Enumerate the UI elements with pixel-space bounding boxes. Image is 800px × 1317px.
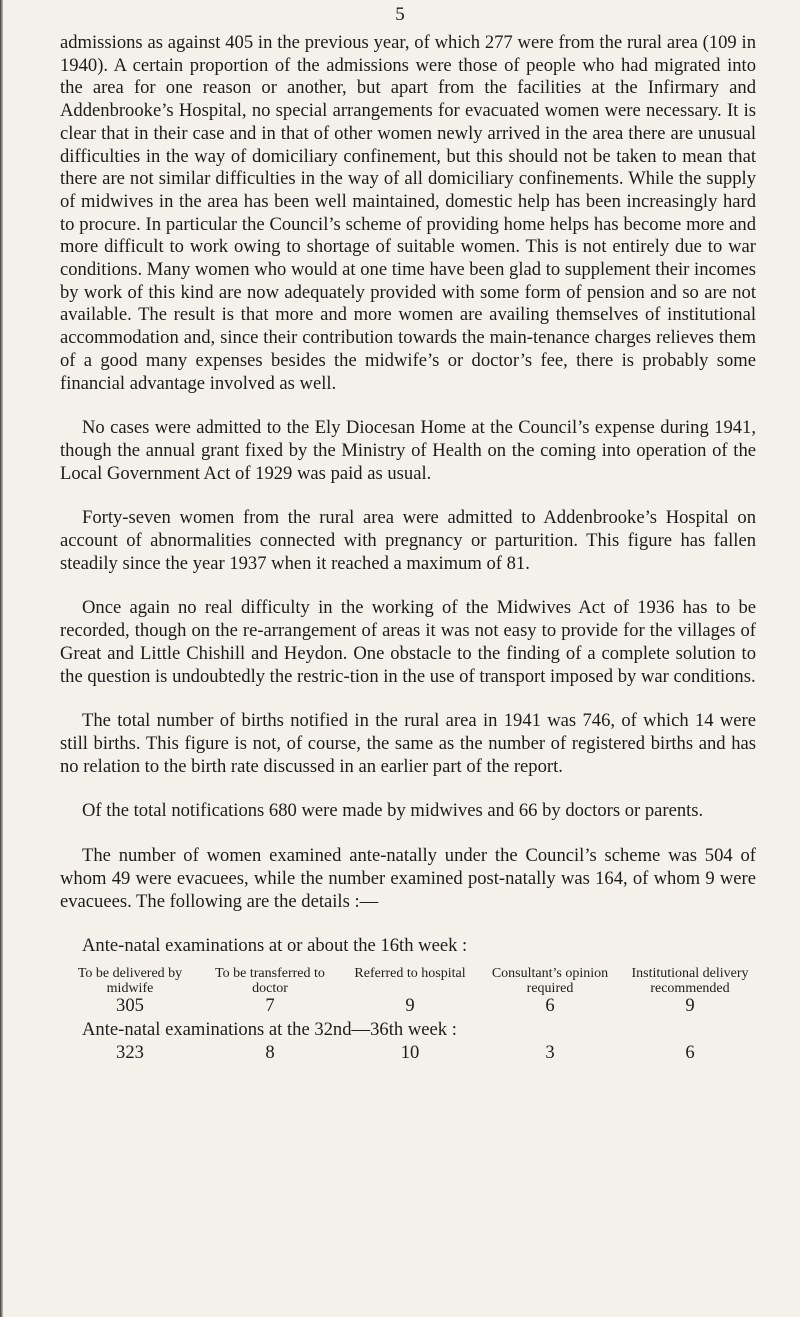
- page-edge-shadow: [0, 0, 3, 1317]
- table-cell: 3: [545, 1041, 555, 1063]
- paragraph-5: The total number of births notified in the rural area in 1941 was 746, of which 14 were still births. This figure is not, of course, the same as the number of registered births and has no relation to the birth rate discussed in an earlier part of the report.: [60, 710, 756, 777]
- table-cell: 323: [116, 1041, 144, 1063]
- table-heading-32nd-week: Ante-natal examinations at the 32nd—36th week :: [82, 1018, 457, 1040]
- table-heading-16th-week: Ante-natal examinations at or about the 16th week :: [82, 935, 468, 957]
- table-cell: 9: [405, 994, 415, 1016]
- column-header-doctor: To be transferred to doctor: [215, 965, 325, 996]
- page-number: 5: [395, 4, 405, 25]
- paragraph-4: Once again no real difficulty in the working of the Midwives Act of 1936 has to be recorded, though on the re-arrangement of areas it was not easy to provide for the villages of Great and Little Chishill and Heydon. One obstacle to the finding of a complete solution to the question is undoubtedly the restric-tion in the use of transport imposed by war conditions.: [60, 597, 756, 687]
- column-header-consultant: Consultant’s opinion required: [491, 965, 609, 996]
- table-row: [60, 996, 760, 1013]
- table-cell: 305: [116, 994, 144, 1016]
- details-table: [60, 965, 760, 1016]
- table-cell: 8: [265, 1041, 275, 1063]
- paragraph-3: Forty-seven women from the rural area were admitted to Addenbrooke’s Hospital on account of abnormalities connected with pregnancy or parturition. This figure has fallen steadily since the year 1937 when it reached a maximum of 81.: [60, 507, 756, 574]
- table-cell: 6: [685, 1041, 695, 1063]
- paragraph-1: admissions as against 405 in the previous year, of which 277 were from the rural area (109 in 1940). A certain proportion of the admissions were those of people who had migrated into the area for one reason or another, but apart from the facilities at the Infirmary and Addenbrooke’s Hospital, no special arrangements for evacuated women were necessary. It is clear that in their case and in that of other women newly arrived in the area there are unusual difficulties in the way of domiciliary confinement, but this should not be taken to mean that there are not similar difficulties in the way of all domiciliary confinements. While the supply of midwives in the area has been well maintained, domestic help has been increasingly hard to procure. In particular the Council’s scheme of providing home helps has become more and more difficult to work owing to shortage of suitable women. This is not entirely due to war conditions. Many women who would at one time have been glad to supplement their incomes by work of this kind are now adequately provided with some form of pension and so are not available. The result is that more and more women are availing themselves of institutional accommodation and, since their contribution towards the main-tenance charges relieves them of a good many expenses besides the midwife’s or doctor’s fee, there is probably some financial advantage involved as well.: [60, 32, 756, 394]
- paragraph-7: The number of women examined ante-natally under the Council’s scheme was 504 of whom 49 were evacuees, while the number examined post-natally was 164, of whom 9 were evacuees. The following are the details :—: [60, 845, 756, 912]
- table-cell: 6: [545, 994, 555, 1016]
- column-header-hospital: Referred to hospital: [354, 965, 466, 981]
- table-cell: 7: [265, 994, 275, 1016]
- column-header-institutional: Institutional delivery recommended: [631, 965, 749, 996]
- column-header-midwife: To be delivered by midwife: [77, 965, 183, 996]
- table-cell: 9: [685, 994, 695, 1016]
- paragraph-2: No cases were admitted to the Ely Diocesan Home at the Council’s expense during 1941, though the annual grant fixed by the Ministry of Health on the coming into operation of the Local Government Act of 1929 was paid as usual.: [60, 417, 756, 484]
- paragraph-6: Of the total notifications 680 were made by midwives and 66 by doctors or parents.: [82, 800, 704, 822]
- details-table-second: [60, 1042, 760, 1065]
- document-body: [60, 32, 756, 1064]
- table-header-row: [60, 966, 760, 996]
- table-cell: 10: [400, 1041, 420, 1063]
- table-row: [60, 1042, 760, 1065]
